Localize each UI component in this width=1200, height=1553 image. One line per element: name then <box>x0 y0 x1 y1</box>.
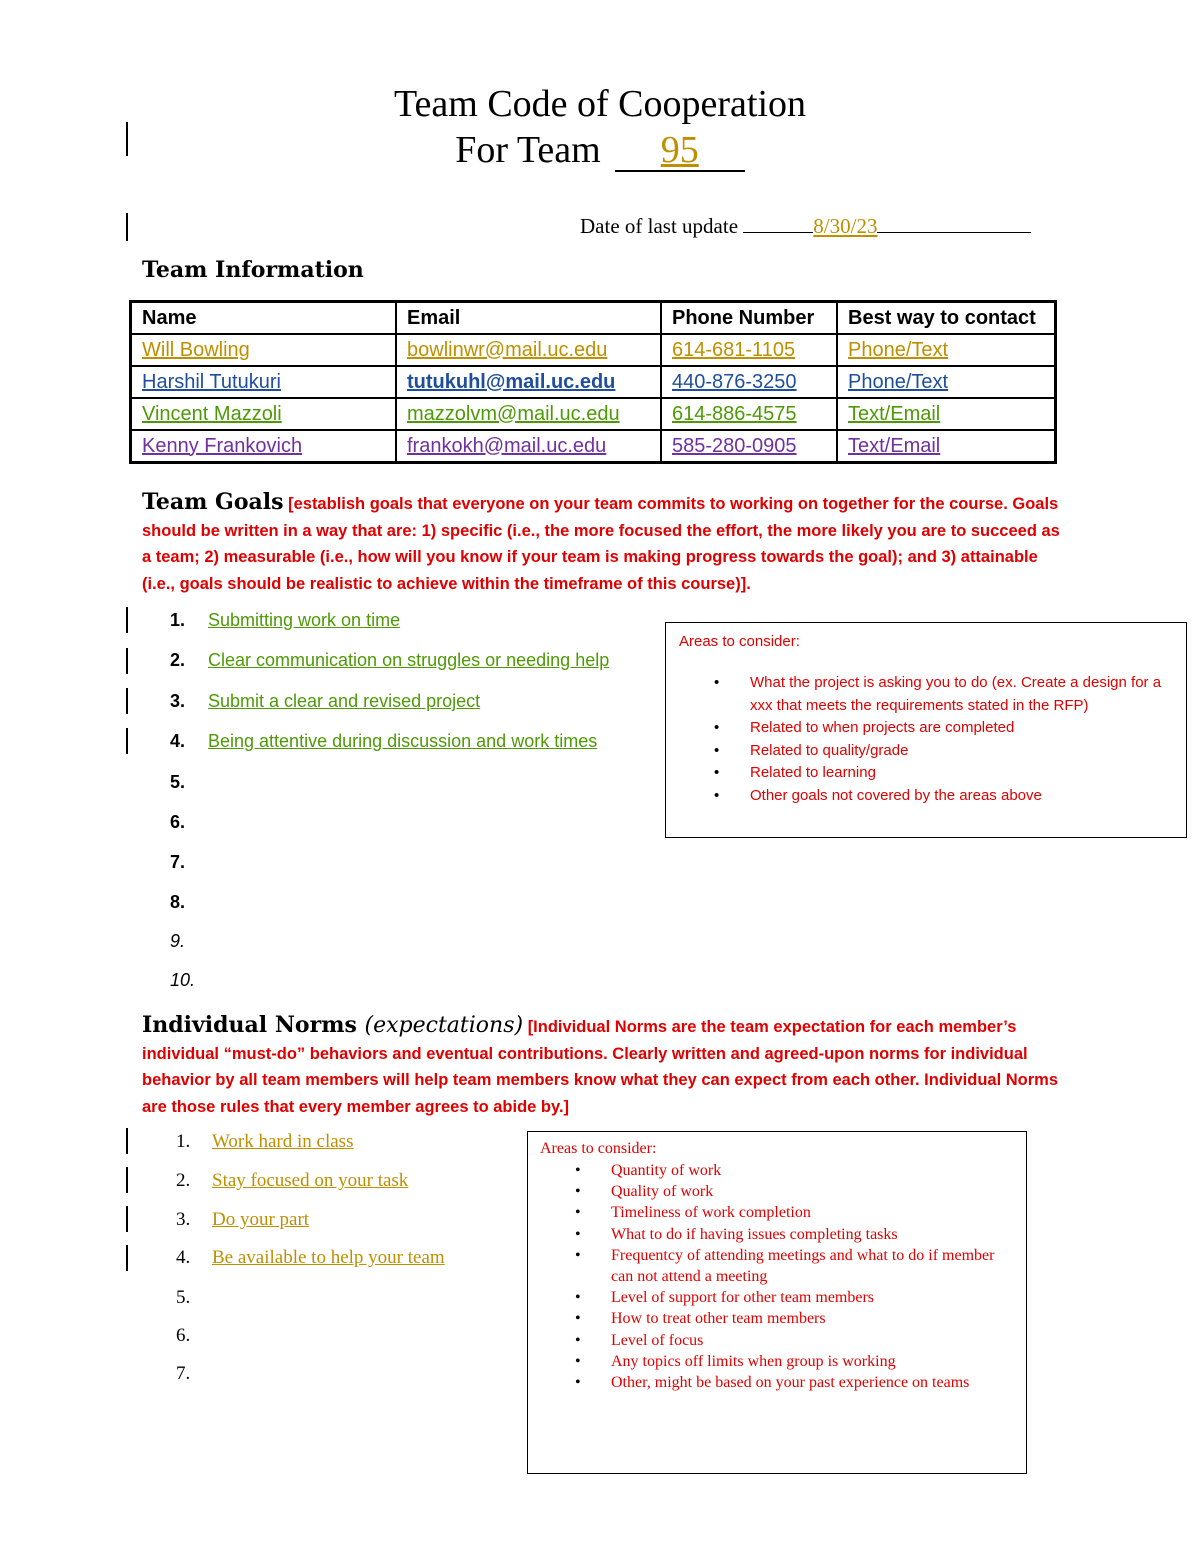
change-bar <box>126 122 128 156</box>
list-item: 4. Be available to help your team <box>176 1247 445 1268</box>
change-bar <box>126 213 128 241</box>
norm-text[interactable]: Stay focused on your task <box>212 1170 409 1191</box>
member-name[interactable]: Vincent Mazzoli <box>142 402 282 425</box>
change-bar <box>126 688 128 714</box>
team-line <box>0 128 1200 172</box>
list-item: 2. Stay focused on your task <box>176 1170 409 1191</box>
change-bar <box>126 1245 128 1271</box>
goal-text[interactable]: Being attentive during discussion and work times <box>208 731 598 751</box>
consider-item: • What to do if having issues completing tasks <box>611 1224 1016 1245</box>
table-row <box>131 366 1056 398</box>
consider-list <box>611 1160 1016 1393</box>
consider-item: • Related to when projects are completed <box>750 717 1170 740</box>
consider-item: • Quantity of work <box>611 1160 1016 1181</box>
table-row <box>131 430 1056 463</box>
team-info-heading: Team Information <box>142 257 364 283</box>
date-label: Date of last update <box>580 214 739 238</box>
team-goals-section <box>142 489 1062 597</box>
table-header-row <box>131 302 1056 335</box>
column-header: Name <box>131 302 397 335</box>
individual-norms-instructions: [Individual Norms are the team expectation for each member’s individual “must-do” behaviors and eventual contributions. Clearly written and agreed-upon norms for individual behavior by all team members will help team members know what they can expect from each other. Individual Norms are those rules that every member agrees to abide by.] <box>142 1018 1059 1116</box>
column-header: Best way to contact <box>837 302 1056 335</box>
consider-item: • Related to quality/grade <box>750 740 1170 763</box>
column-header: Email <box>396 302 661 335</box>
change-bar <box>126 1206 128 1232</box>
column-header: Phone Number <box>661 302 837 335</box>
list-item: 3. Submit a clear and revised project <box>170 691 481 711</box>
list-item: 6. <box>176 1325 191 1346</box>
change-bar <box>126 648 128 674</box>
team-prefix: For Team <box>455 129 601 171</box>
goal-text[interactable]: Submit a clear and revised project <box>208 691 481 711</box>
goals-consider-box <box>665 622 1187 838</box>
member-phone[interactable]: 614-886-4575 <box>672 402 797 425</box>
individual-norms-heading <box>142 1012 523 1038</box>
team-info-table <box>129 300 1057 464</box>
member-name[interactable]: Will Bowling <box>142 338 250 361</box>
norm-text[interactable]: Be available to help your team <box>212 1247 445 1268</box>
consider-item: • How to treat other team members <box>611 1308 1016 1329</box>
list-item: 3. Do your part <box>176 1209 310 1230</box>
consider-title: Areas to consider: <box>679 633 800 650</box>
member-name[interactable]: Kenny Frankovich <box>142 434 303 457</box>
list-item: 6. <box>170 812 186 832</box>
consider-item: • Any topics off limits when group is working <box>611 1351 1016 1372</box>
member-phone[interactable]: 585-280-0905 <box>672 434 797 457</box>
team-number-field[interactable] <box>615 130 745 172</box>
consider-item: • Level of support for other team members <box>611 1287 1016 1308</box>
norm-text[interactable]: Do your part <box>212 1209 310 1230</box>
list-item: 5. <box>176 1287 191 1308</box>
consider-item: • Quality of work <box>611 1181 1016 1202</box>
list-item: 7. <box>170 852 186 872</box>
team-goals-heading: Team Goals <box>142 489 284 515</box>
team-goals-instructions: [establish goals that everyone on your team commits to working on together for the course. Goals should be written in a way that are: 1) specific (i.e., the more focused the effort, the more likely you are to succeed as a team; 2) measurable (i.e., how will you know if your team is making progress towards the goal); and 3) attainable (i.e., goals should be realistic to achieve within the timeframe of this course)]. <box>142 495 1060 593</box>
list-item: 10. <box>170 970 196 990</box>
member-contact[interactable]: Text/Email <box>848 434 941 457</box>
member-email[interactable]: frankokh@mail.uc.edu <box>407 434 607 457</box>
norm-text[interactable]: Work hard in class <box>212 1131 354 1152</box>
change-bar <box>126 1128 128 1154</box>
individual-norms-section <box>142 1012 1062 1120</box>
date-value[interactable]: 8/30/23 <box>813 214 878 238</box>
consider-title: Areas to consider: <box>540 1140 657 1157</box>
member-email[interactable]: bowlinwr@mail.uc.edu <box>407 338 608 361</box>
list-item: 1. Submitting work on time <box>170 610 401 630</box>
list-item: 9. <box>170 931 186 951</box>
member-email[interactable]: tutukuhl@mail.uc.edu <box>407 370 616 393</box>
change-bar <box>126 728 128 754</box>
member-contact[interactable]: Phone/Text <box>848 370 949 393</box>
change-bar <box>126 1167 128 1193</box>
norms-heading-text: Individual Norms <box>142 1012 357 1038</box>
member-phone[interactable]: 440-876-3250 <box>672 370 797 393</box>
list-item: 7. <box>176 1363 191 1384</box>
consider-item: • What the project is asking you to do (ex. Create a design for a xxx that meets the requirements stated in the RFP) <box>750 672 1170 717</box>
consider-item: • Other, might be based on your past experience on teams <box>611 1372 1016 1393</box>
consider-list <box>750 672 1170 807</box>
list-item: 2. Clear communication on struggles or needing help <box>170 650 610 670</box>
table-row <box>131 398 1056 430</box>
consider-item: • Other goals not covered by the areas above <box>750 785 1170 808</box>
list-item: 8. <box>170 892 186 912</box>
consider-item: • Timeliness of work completion <box>611 1202 1016 1223</box>
consider-item: • Frequentcy of attending meetings and what to do if member can not attend a meeting <box>611 1245 1016 1287</box>
norms-consider-box <box>527 1131 1027 1474</box>
member-email[interactable]: mazzolvm@mail.uc.edu <box>407 402 620 425</box>
consider-item: • Level of focus <box>611 1330 1016 1351</box>
norms-heading-italic: (expectations) <box>364 1013 524 1038</box>
member-name[interactable]: Harshil Tutukuri <box>142 370 281 393</box>
date-line <box>580 214 1031 239</box>
list-item: 1. Work hard in class <box>176 1131 354 1152</box>
change-bar <box>126 607 128 633</box>
list-item: 4. Being attentive during discussion and work times <box>170 731 598 751</box>
team-number: 95 <box>660 129 699 171</box>
goal-text[interactable]: Submitting work on time <box>208 610 401 630</box>
consider-item: • Related to learning <box>750 762 1170 785</box>
member-contact[interactable]: Text/Email <box>848 402 941 425</box>
table-row <box>131 334 1056 366</box>
member-phone[interactable]: 614-681-1105 <box>672 338 796 361</box>
page-title: Team Code of Cooperation <box>393 83 807 125</box>
goal-text[interactable]: Clear communication on struggles or needing help <box>208 650 610 670</box>
list-item: 5. <box>170 772 186 792</box>
member-contact[interactable]: Phone/Text <box>848 338 949 361</box>
